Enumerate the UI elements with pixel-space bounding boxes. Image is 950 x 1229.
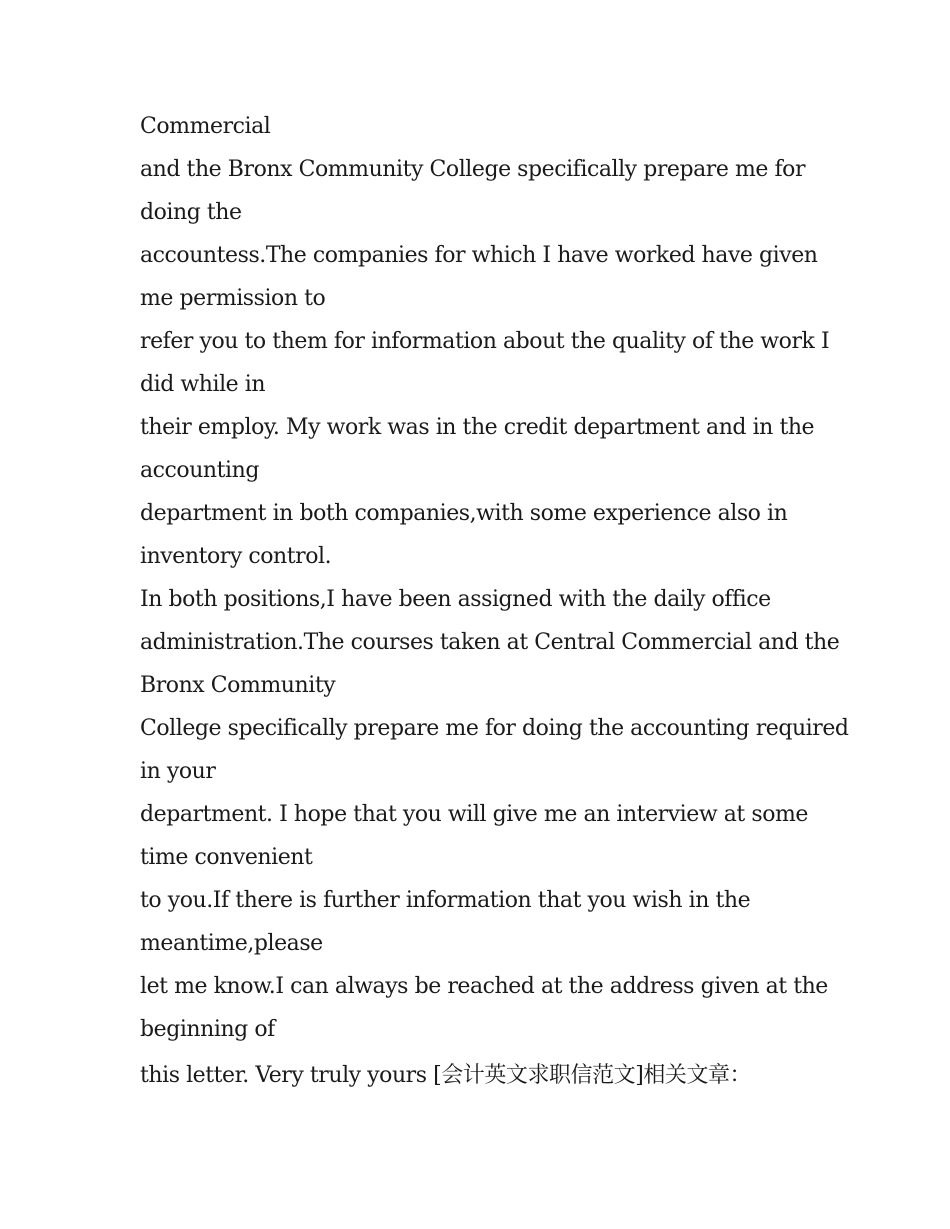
text-line: let me know.I can always be reached at the address given at the (140, 974, 828, 999)
text-line: did while in (140, 372, 266, 397)
text-line: administration.The courses taken at Central Commercial and the (140, 630, 840, 655)
text-line: Commercial (140, 114, 271, 139)
text-line: their employ. My work was in the credit department and in the (140, 415, 815, 440)
text-line: to you.If there is further information that you wish in the (140, 888, 751, 913)
text-line: in your (140, 759, 216, 784)
text-line-related-articles: this letter. Very truly yours [会计英文求职信范文]相关文章： (140, 1063, 752, 1088)
text-line: beginning of (140, 1017, 275, 1042)
text-line: In both positions,I have been assigned with the daily office (140, 587, 771, 612)
text-line: accountess.The companies for which I have worked have given (140, 243, 818, 268)
text-line: meantime,please (140, 931, 323, 956)
text-line: department. I hope that you will give me an interview at some (140, 802, 808, 827)
text-line: time convenient (140, 845, 313, 870)
text-line: department in both companies,with some experience also in (140, 501, 788, 526)
letter-body (140, 105, 849, 1097)
text-line: College specifically prepare me for doing the accounting required (140, 716, 849, 741)
text-line: accounting (140, 458, 259, 483)
text-line: doing the (140, 200, 242, 225)
text-line: inventory control. (140, 544, 332, 569)
text-line: and the Bronx Community College specifically prepare me for (140, 157, 806, 182)
text-line: refer you to them for information about the quality of the work I (140, 329, 830, 354)
text-line: Bronx Community (140, 673, 336, 698)
text-line: me permission to (140, 286, 326, 311)
